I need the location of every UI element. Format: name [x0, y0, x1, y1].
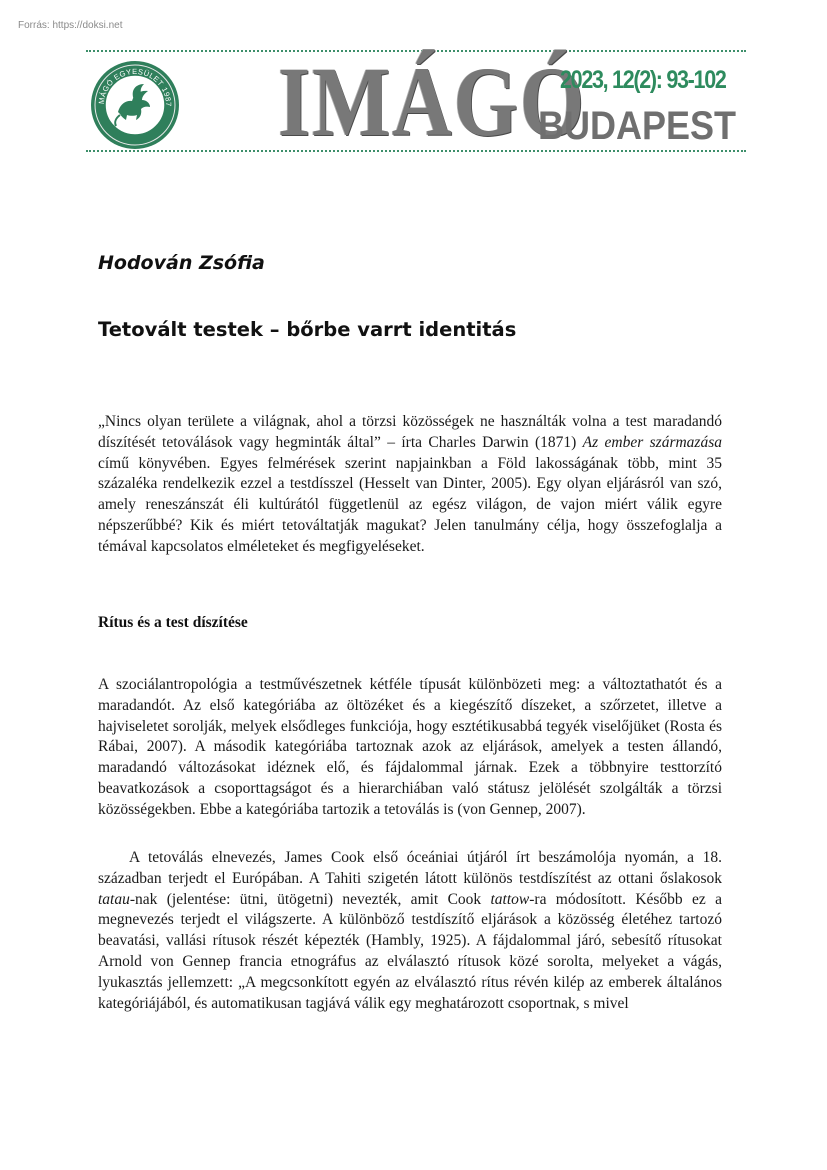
- source-note: Forrás: https://doksi.net: [18, 20, 123, 31]
- abstract-text-c: című könyvében. Egyes felmérések szerint napjainkban a Föld lakosságának több, mint 35 százaléka rendelkezik ezzel a testdísszel (Hesselt van Dinter, 2005). Egy olyan eljárásról van szó, amely reneszánszát éli kultúrától függetlenül az egész világon, de vajon miért válik egyre népszerűbbé? Kik és miért tetováltatják magukat? Jelen tanulmány célja, hogy összefoglalja a témával kapcsolatos elméleteket és megfigyeléseket.: [98, 454, 722, 555]
- seal-icon: [90, 60, 180, 150]
- author-name: Hodován Zsófia: [98, 252, 265, 274]
- term-tattow: tattow: [490, 890, 530, 908]
- section-heading: Rítus és a test díszítése: [98, 614, 248, 631]
- article-title: Tetovált testek – bőrbe varrt identitás: [98, 318, 517, 341]
- book-title: Az ember származása: [582, 433, 722, 451]
- journal-logo: IMÁGÓ: [278, 46, 587, 157]
- body-paragraph-2: [98, 848, 722, 1014]
- masthead-bottom-rule: [86, 150, 746, 152]
- p2-text-e: -ra módosított. Később ez a megnevezés terjedt el világszerte. A különböző testdíszítő eljárások a közösség életéhez tartozó beavatási, vallási rítusok részét képezték (Hambly, 1925). A fájdalommal járó, sebesítő rítusokat Arnold von Gennep francia etnográfus az elválasztó rítusok közé sorolta, melyeket a vágás, lyukasztás jellemzett: „A megcsonkított egyén az elválasztó rítus révén kilép az emberek általános kategóriájából, és automatikusan tagjává válik egy meghatározott csoportnak, s mivel: [98, 890, 722, 1012]
- term-tatau: tatau: [98, 890, 130, 908]
- body-paragraph-1: A szociálantropológia a testművészetnek kétféle típusát különbözeti meg: a változtathatót és a maradandót. Az első kategóriába az öltözéket és a kiegészítő díszeket, a szőrzetet, illetve a hajviseletet sorolják, melyek elsődleges funkciója, hogy esztétikusabbá tegyék viselőjüket (Rosta és Rábai, 2007). A második kategóriába tartoznak azok az eljárások, amelyek a testen állandó, maradandó változásokat idéznek elő, és fájdalommal járnak. Ezek a többnyire testtorzító beavatkozások a csoporttagságot és a hierarchiában való státusz jelölését szolgálták a törzsi közösségekben. Ebbe a kategóriába tartozik a tetoválás is (von Gennep, 2007).: [98, 676, 722, 818]
- seal-text: MÁGÓ EGYESÜLET 1987: [96, 66, 174, 107]
- society-seal-logo: [90, 60, 180, 150]
- abstract-paragraph: [98, 412, 722, 558]
- seal-subtext: BUDAPEST 2008: [117, 121, 153, 132]
- issue-citation: 2023, 12(2): 93-102: [560, 66, 726, 94]
- journal-city: BUDAPEST: [538, 104, 737, 148]
- journal-masthead: [86, 46, 746, 158]
- abstract-text-a: „Nincs olyan területe a világnak, ahol a törzsi közösségek ne használták volna a test maradandó díszítését tetoválások vagy hegminták által” – írta Charles Darwin (1871): [98, 413, 722, 451]
- p2-text-a: A tetoválás elnevezés, James Cook első óceániai útjáról írt beszámolója nyomán, a 18. században terjedt el Európában. A Tahiti szigetén látott különös testdíszítést az ottani őslakosok: [98, 849, 722, 887]
- p2-text-c: -nak (jelentése: ütni, ütögetni) nevezték, amit Cook: [129, 890, 491, 908]
